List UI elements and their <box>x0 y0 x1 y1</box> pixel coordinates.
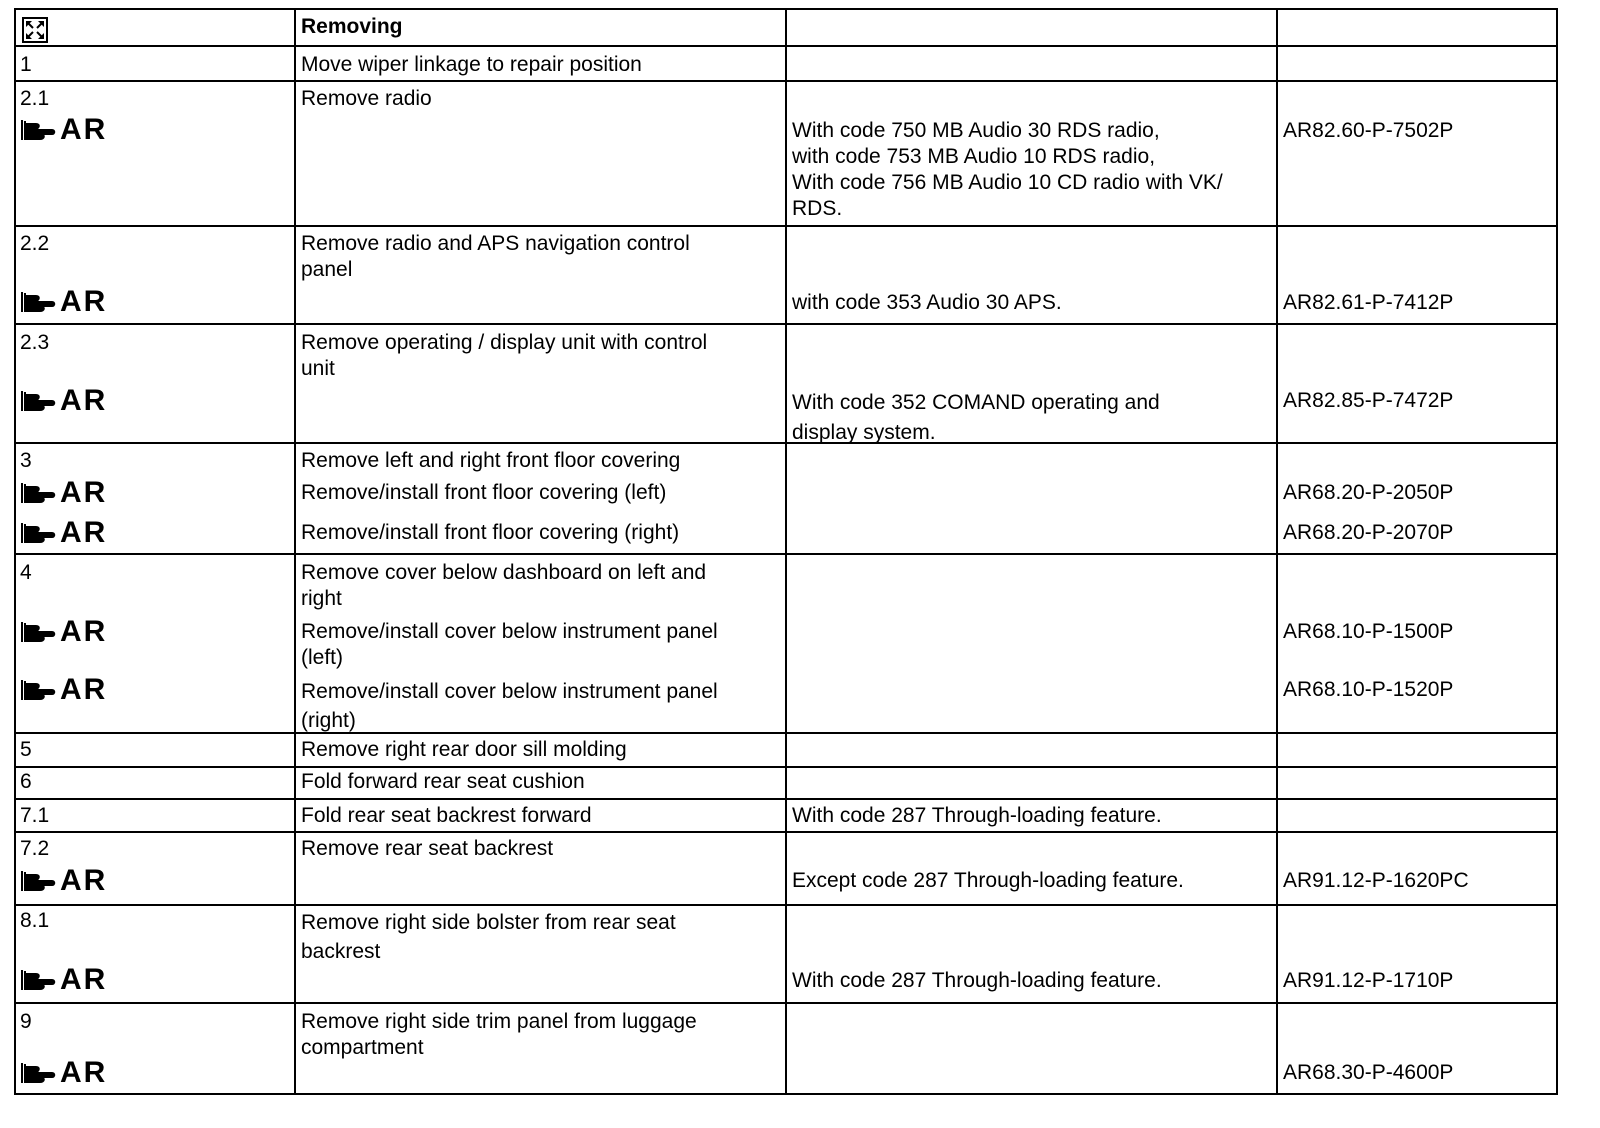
ar-label: AR <box>60 1056 108 1089</box>
ar-link[interactable] <box>20 965 107 995</box>
ar-reference-link[interactable]: AR82.60-P-7502P <box>1283 119 1454 142</box>
ar-label: AR <box>60 615 108 648</box>
ar-link[interactable] <box>20 675 107 705</box>
column-divider <box>785 8 787 1094</box>
step-action: Remove right side trim panel from luggage compartment <box>301 1010 697 1059</box>
step-condition: With code 352 COMAND operating and display system. <box>792 391 1160 444</box>
sub-action: Remove/install front floor covering (right) <box>301 521 680 544</box>
step-condition: with code 353 Audio 30 APS. <box>792 291 1062 314</box>
step-condition: Except code 287 Through-loading feature. <box>792 869 1184 892</box>
ar-label: AR <box>60 516 108 549</box>
pointing-hand-icon <box>20 968 56 992</box>
step-number: 4 <box>20 561 32 584</box>
column-divider <box>294 8 296 1094</box>
pointing-hand-icon <box>20 521 56 545</box>
ar-label: AR <box>60 384 108 417</box>
expand-icon[interactable] <box>22 17 48 43</box>
row-divider <box>14 80 1558 82</box>
step-action: Remove left and right front floor covering <box>301 449 681 472</box>
step-number: 6 <box>20 770 32 793</box>
ar-reference-link[interactable]: AR68.10-P-1520P <box>1283 678 1454 701</box>
row-divider <box>14 766 1558 768</box>
step-number: 7.2 <box>20 837 50 860</box>
pointing-hand-icon <box>20 620 56 644</box>
step-number: 8.1 <box>20 909 50 932</box>
step-number: 5 <box>20 738 32 761</box>
ar-label: AR <box>60 285 108 318</box>
row-divider <box>14 225 1558 227</box>
ar-label: AR <box>60 864 108 897</box>
row-divider <box>14 8 1558 10</box>
ar-reference-link[interactable]: AR68.20-P-2070P <box>1283 521 1454 544</box>
ar-label: AR <box>60 673 108 706</box>
pointing-hand-icon <box>20 389 56 413</box>
step-action: Remove cover below dashboard on left and right <box>301 561 707 610</box>
row-divider <box>14 798 1558 800</box>
row-divider <box>14 904 1558 906</box>
step-number: 3 <box>20 449 32 472</box>
row-divider <box>14 323 1558 325</box>
ar-link[interactable] <box>20 866 107 896</box>
ar-reference-link[interactable]: AR91.12-P-1620PC <box>1283 869 1469 892</box>
ar-link[interactable] <box>20 518 107 548</box>
row-divider <box>14 553 1558 555</box>
pointing-hand-icon <box>20 678 56 702</box>
step-action: Remove radio and APS navigation control panel <box>301 232 690 281</box>
row-divider <box>14 1002 1558 1004</box>
table-border-bottom <box>14 1093 1558 1095</box>
ar-label: AR <box>60 476 108 509</box>
pointing-hand-icon <box>20 118 56 142</box>
step-number: 1 <box>20 53 32 76</box>
ar-label: AR <box>60 963 108 996</box>
ar-reference-link[interactable]: AR82.85-P-7472P <box>1283 389 1454 412</box>
column-divider <box>1276 8 1278 1094</box>
table-border-left <box>14 8 16 1094</box>
step-action: Move wiper linkage to repair position <box>301 53 642 76</box>
ar-reference-link[interactable]: AR91.12-P-1710P <box>1283 969 1454 992</box>
pointing-hand-icon <box>20 290 56 314</box>
ar-reference-link[interactable]: AR68.10-P-1500P <box>1283 620 1454 643</box>
ar-reference-link[interactable]: AR68.30-P-4600P <box>1283 1061 1454 1084</box>
step-action: Remove right rear door sill molding <box>301 738 627 761</box>
row-divider <box>14 732 1558 734</box>
ar-reference-link[interactable]: AR68.20-P-2050P <box>1283 481 1454 504</box>
sub-action: Remove/install cover below instrument panel (right) <box>301 680 718 732</box>
ar-link[interactable] <box>20 115 107 145</box>
row-divider <box>14 831 1558 833</box>
ar-link[interactable] <box>20 287 107 317</box>
ar-reference-link[interactable]: AR82.61-P-7412P <box>1283 291 1454 314</box>
table-border-right <box>1556 8 1558 1094</box>
ar-label: AR <box>60 113 108 146</box>
pointing-hand-icon <box>20 481 56 505</box>
ar-link[interactable] <box>20 1058 107 1088</box>
step-number: 7.1 <box>20 804 50 827</box>
ar-link[interactable] <box>20 386 107 416</box>
step-number: 2.1 <box>20 87 50 110</box>
row-divider <box>14 45 1558 47</box>
sub-action: Remove/install front floor covering (left) <box>301 481 667 504</box>
step-condition: With code 750 MB Audio 30 RDS radio, with code 753 MB Audio 10 RDS radio, With code 756 MB Audio 10 CD radio with VK/ RDS. <box>792 119 1223 220</box>
step-condition: With code 287 Through-loading feature. <box>792 969 1162 992</box>
sub-action: Remove/install cover below instrument panel (left) <box>301 620 718 669</box>
pointing-hand-icon <box>20 1061 56 1085</box>
step-action: Fold forward rear seat cushion <box>301 770 585 793</box>
step-action: Fold rear seat backrest forward <box>301 804 592 827</box>
step-action: Remove rear seat backrest <box>301 837 554 860</box>
step-action: Remove operating / display unit with control unit <box>301 331 708 380</box>
step-number: 9 <box>20 1010 32 1033</box>
step-action: Remove right side bolster from rear seat backrest <box>301 911 676 963</box>
pointing-hand-icon <box>20 869 56 893</box>
step-number: 2.3 <box>20 331 50 354</box>
step-condition: With code 287 Through-loading feature. <box>792 804 1162 827</box>
header-removing: Removing <box>301 15 403 38</box>
step-action: Remove radio <box>301 87 432 110</box>
ar-link[interactable] <box>20 478 107 508</box>
ar-link[interactable] <box>20 617 107 647</box>
row-divider <box>14 442 1558 444</box>
step-number: 2.2 <box>20 232 50 255</box>
